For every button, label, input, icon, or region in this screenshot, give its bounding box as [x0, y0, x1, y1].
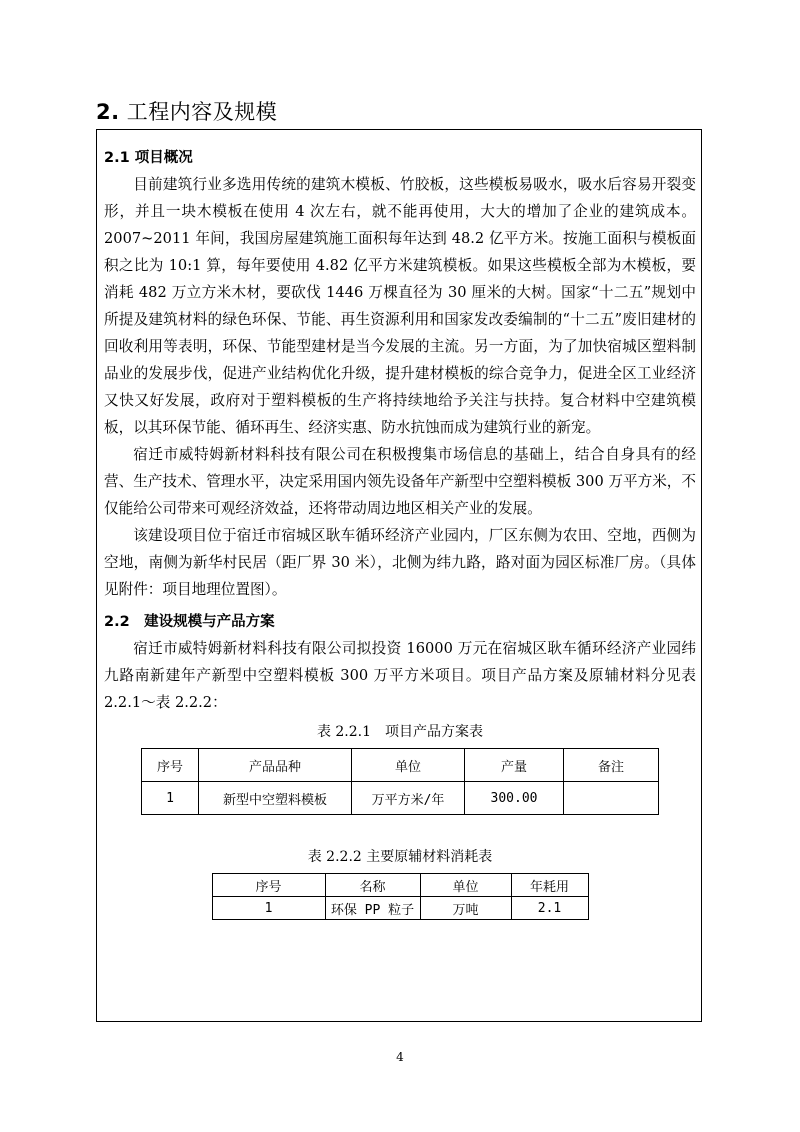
table-cell: 300.00: [465, 782, 564, 815]
table2-caption: 表 2.2.2 主要原辅材料消耗表: [307, 849, 493, 865]
table-cell: 环保 PP 粒子: [325, 897, 420, 920]
page-number: 4: [396, 1050, 404, 1064]
table-row: [142, 782, 659, 815]
paragraph-location: 该建设项目位于宿迁市宿城区耿车循环经济产业园内，厂区东侧为农田、空地，西侧为空地，南侧为新华村民居（距厂界 30 米），北侧为纬九路，路对面为园区标准厂房。（具体见附件：项目地理位置图）。: [104, 527, 696, 598]
table-cell: 新型中空塑料模板: [199, 782, 352, 815]
table-cell: 万吨: [420, 897, 511, 920]
subsection-heading-2-1: 2.1 项目概况: [104, 150, 193, 166]
table-header-cell: 年耗用: [511, 874, 588, 897]
table-header-row: [212, 874, 588, 897]
table-cell: 2.1: [511, 897, 588, 920]
table-cell: 万平方米/年: [352, 782, 465, 815]
section-number: 2.: [96, 100, 120, 124]
paragraph-company: 宿迁市威特姆新材料科技有限公司在积极搜集市场信息的基础上，结合自身具有的经营、生产技术、管理水平，决定采用国内领先设备年产新型中空塑料模板 300 万平方米，不仅能给公司带来可观经济效益，还将带动周边地区相关产业的发展。: [104, 446, 696, 517]
paragraph-overview: 目前建筑行业多选用传统的建筑木模板、竹胶板，这些模板易吸水，吸水后容易开裂变形，并且一块木模板在使用 4 次左右，就不能再使用，大大的增加了企业的建筑成本。2007~2011 年间，我国房屋建筑施工面积每年达到 48.2 亿平方米。按施工面积与模板面积之比为 10:1 算，每年要使用 4.82 亿平方米建筑模板。如果这些模板全部为木模板，要消耗 482 万立方米木材，要砍伐 1446 万棵直径为 30 厘米的大树。国家“十二五”规划中所提及建筑材料的绿色环保、节能、再生资源利用和国家发改委编制的“十二五”废旧建材的回收利用等表明，环保、节能型建材是当今发展的主流。另一方面，为了加快宿城区塑料制品业的发展步伐，促进产业结构优化升级，提升建材模板的综合竞争力，促进全区工业经济又快又好发展，政府对于塑料模板的生产将持续地给予关注与扶持。复合材料中空建筑模板，以其环保节能、循环再生、经济实惠、防水抗蚀而成为建筑行业的新宠。: [104, 176, 696, 436]
materials-table: [212, 873, 589, 920]
table-header-cell: 序号: [142, 749, 199, 782]
table-header-cell: 备注: [564, 749, 659, 782]
table-cell: [564, 782, 659, 815]
section-title-text: 工程内容及规模: [126, 100, 278, 124]
table-header-cell: 名称: [325, 874, 420, 897]
table-cell: 1: [212, 897, 325, 920]
content-body: [104, 139, 696, 920]
paragraph-scale: 宿迁市威特姆新材料科技有限公司拟投资 16000 万元在宿城区耿车循环经济产业园纬九路南新建年产新型中空塑料模板 300 万平方米项目。项目产品方案及原辅材料分见表 2.2.1～表 2.2.2：: [104, 640, 696, 711]
table-cell: 1: [142, 782, 199, 815]
table-header-cell: 单位: [420, 874, 511, 897]
table-header-cell: 产量: [465, 749, 564, 782]
product-plan-table: [141, 748, 659, 815]
table-header-cell: 产品品种: [199, 749, 352, 782]
table-header-cell: 单位: [352, 749, 465, 782]
table-header-row: [142, 749, 659, 782]
subsection-heading-2-2: 2.2 建设规模与产品方案: [104, 614, 275, 630]
section-title: [96, 96, 277, 126]
table-row: [212, 897, 588, 920]
table1-caption: 表 2.2.1 项目产品方案表: [316, 724, 484, 740]
table-header-cell: 序号: [212, 874, 325, 897]
